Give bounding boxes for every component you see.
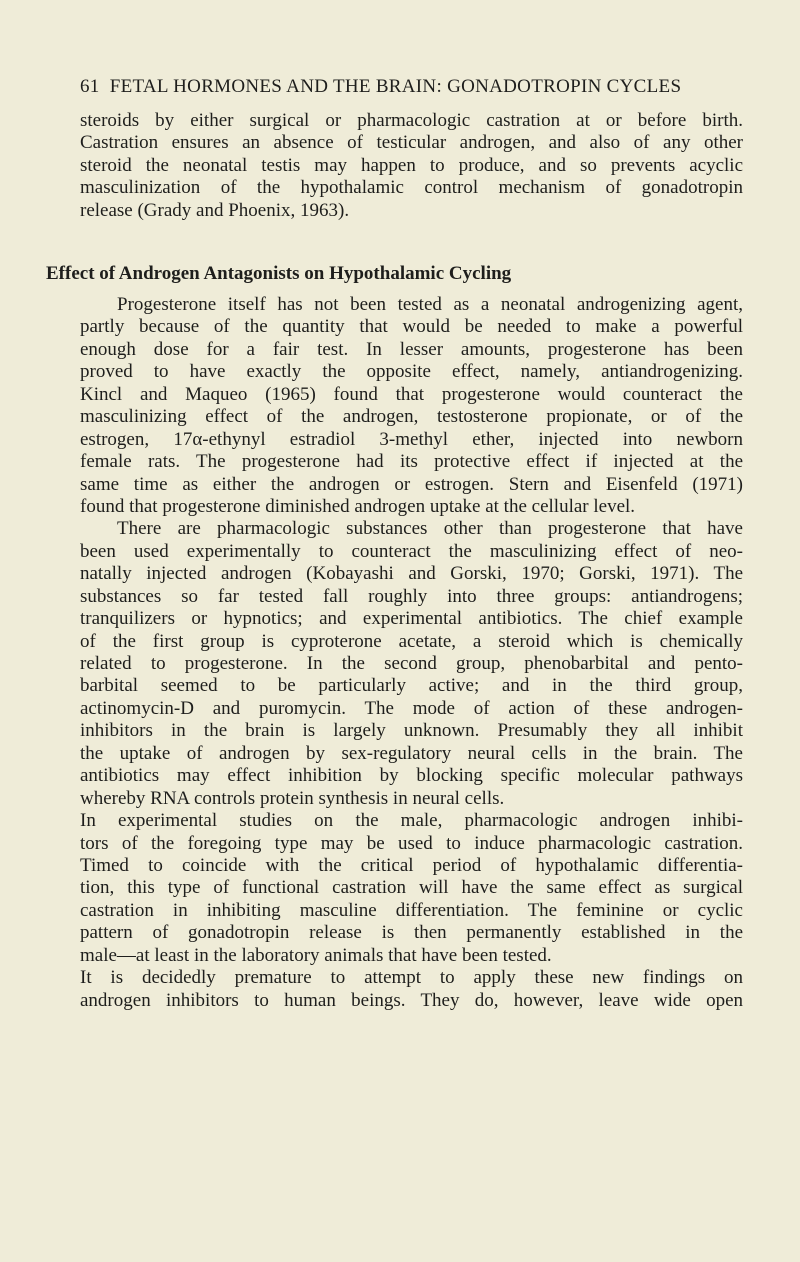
text-line: estrogen, 17α-ethynyl estradiol 3-methyl ether, injected into newborn	[80, 428, 743, 450]
running-header	[80, 76, 681, 98]
text-line: antibiotics may effect inhibition by blocking specific molecular pathways	[80, 765, 743, 787]
text-line: tion, this type of functional castration will have the same effect as surgical	[80, 877, 743, 899]
text-line: masculinizing effect of the androgen, testosterone propionate, or of the	[80, 406, 743, 428]
text-line: masculinization of the hypothalamic control mechanism of gonadotropin	[80, 177, 743, 199]
page-number: 61	[80, 76, 100, 97]
text-line: substances so far tested fall roughly into three groups: antiandrogens;	[80, 585, 743, 607]
intro-paragraph	[80, 110, 743, 222]
section-body	[80, 294, 743, 1012]
text-line: steroids by either surgical or pharmacologic castration at or before birth.	[80, 110, 743, 131]
text-line: male—at least in the laboratory animals that have been tested.	[80, 944, 552, 966]
text-line: castration in inhibiting masculine differentiation. The feminine or cyclic	[80, 899, 743, 921]
text-line: There are pharmacologic substances other than progesterone that have	[117, 518, 743, 540]
text-line: related to progesterone. In the second group, phenobarbital and pento-	[80, 653, 743, 674]
text-line: been used experimentally to counteract the masculinizing effect of neo-	[80, 540, 743, 562]
text-line: found that progesterone diminished androgen uptake at the cellular level.	[80, 495, 636, 517]
text-line: tors of the foregoing type may be used to induce pharmacologic castration.	[80, 832, 743, 854]
text-line: release (Grady and Phoenix, 1963).	[80, 199, 350, 221]
text-line: inhibitors in the brain is largely unknown. Presumably they all inhibit	[80, 720, 743, 742]
text-line: barbital seemed to be particularly active; and in the third group,	[80, 675, 743, 697]
text-line: Castration ensures an absence of testicular androgen, and also of any other	[80, 132, 743, 154]
text-line: tranquilizers or hypnotics; and experimental antibiotics. The chief example	[80, 608, 743, 630]
text-line: partly because of the quantity that would be needed to make a powerful	[80, 316, 743, 338]
text-line: female rats. The progesterone had its protective effect if injected at the	[80, 451, 743, 473]
running-title: FETAL HORMONES AND THE BRAIN: GONADOTROPIN CYCLES	[109, 76, 682, 97]
text-line: same time as either the androgen or estrogen. Stern and Eisenfeld (1971)	[80, 473, 743, 495]
text-line: natally injected androgen (Kobayashi and Gorski, 1970; Gorski, 1971). The	[80, 563, 743, 585]
text-line: Timed to coincide with the critical period of hypothalamic differentia-	[80, 854, 743, 876]
text-line: whereby RNA controls protein synthesis in neural cells.	[80, 787, 505, 809]
text-line: Progesterone itself has not been tested as a neonatal androgenizing agent,	[117, 294, 743, 315]
text-line: In experimental studies on the male, pharmacologic androgen inhibi-	[80, 810, 743, 832]
text-line: the uptake of androgen by sex-regulatory neural cells in the brain. The	[80, 742, 743, 764]
section-heading: Effect of Androgen Antagonists on Hypothalamic Cycling	[46, 263, 512, 284]
text-line: androgen inhibitors to human beings. They do, however, leave wide open	[80, 989, 743, 1011]
text-line: proved to have exactly the opposite effect, namely, antiandrogenizing.	[80, 361, 743, 383]
text-line: pattern of gonadotropin release is then permanently established in the	[80, 922, 743, 944]
text-line: of the first group is cyproterone acetate, a steroid which is chemically	[80, 630, 743, 652]
text-line: It is decidedly premature to attempt to apply these new findings on	[80, 967, 743, 989]
text-line: actinomycin-D and puromycin. The mode of action of these androgen-	[80, 697, 743, 719]
text-line: Kincl and Maqueo (1965) found that progesterone would counteract the	[80, 383, 743, 405]
text-line: steroid the neonatal testis may happen to produce, and so prevents acyclic	[80, 154, 743, 176]
text-line: enough dose for a fair test. In lesser amounts, progesterone has been	[80, 338, 743, 360]
